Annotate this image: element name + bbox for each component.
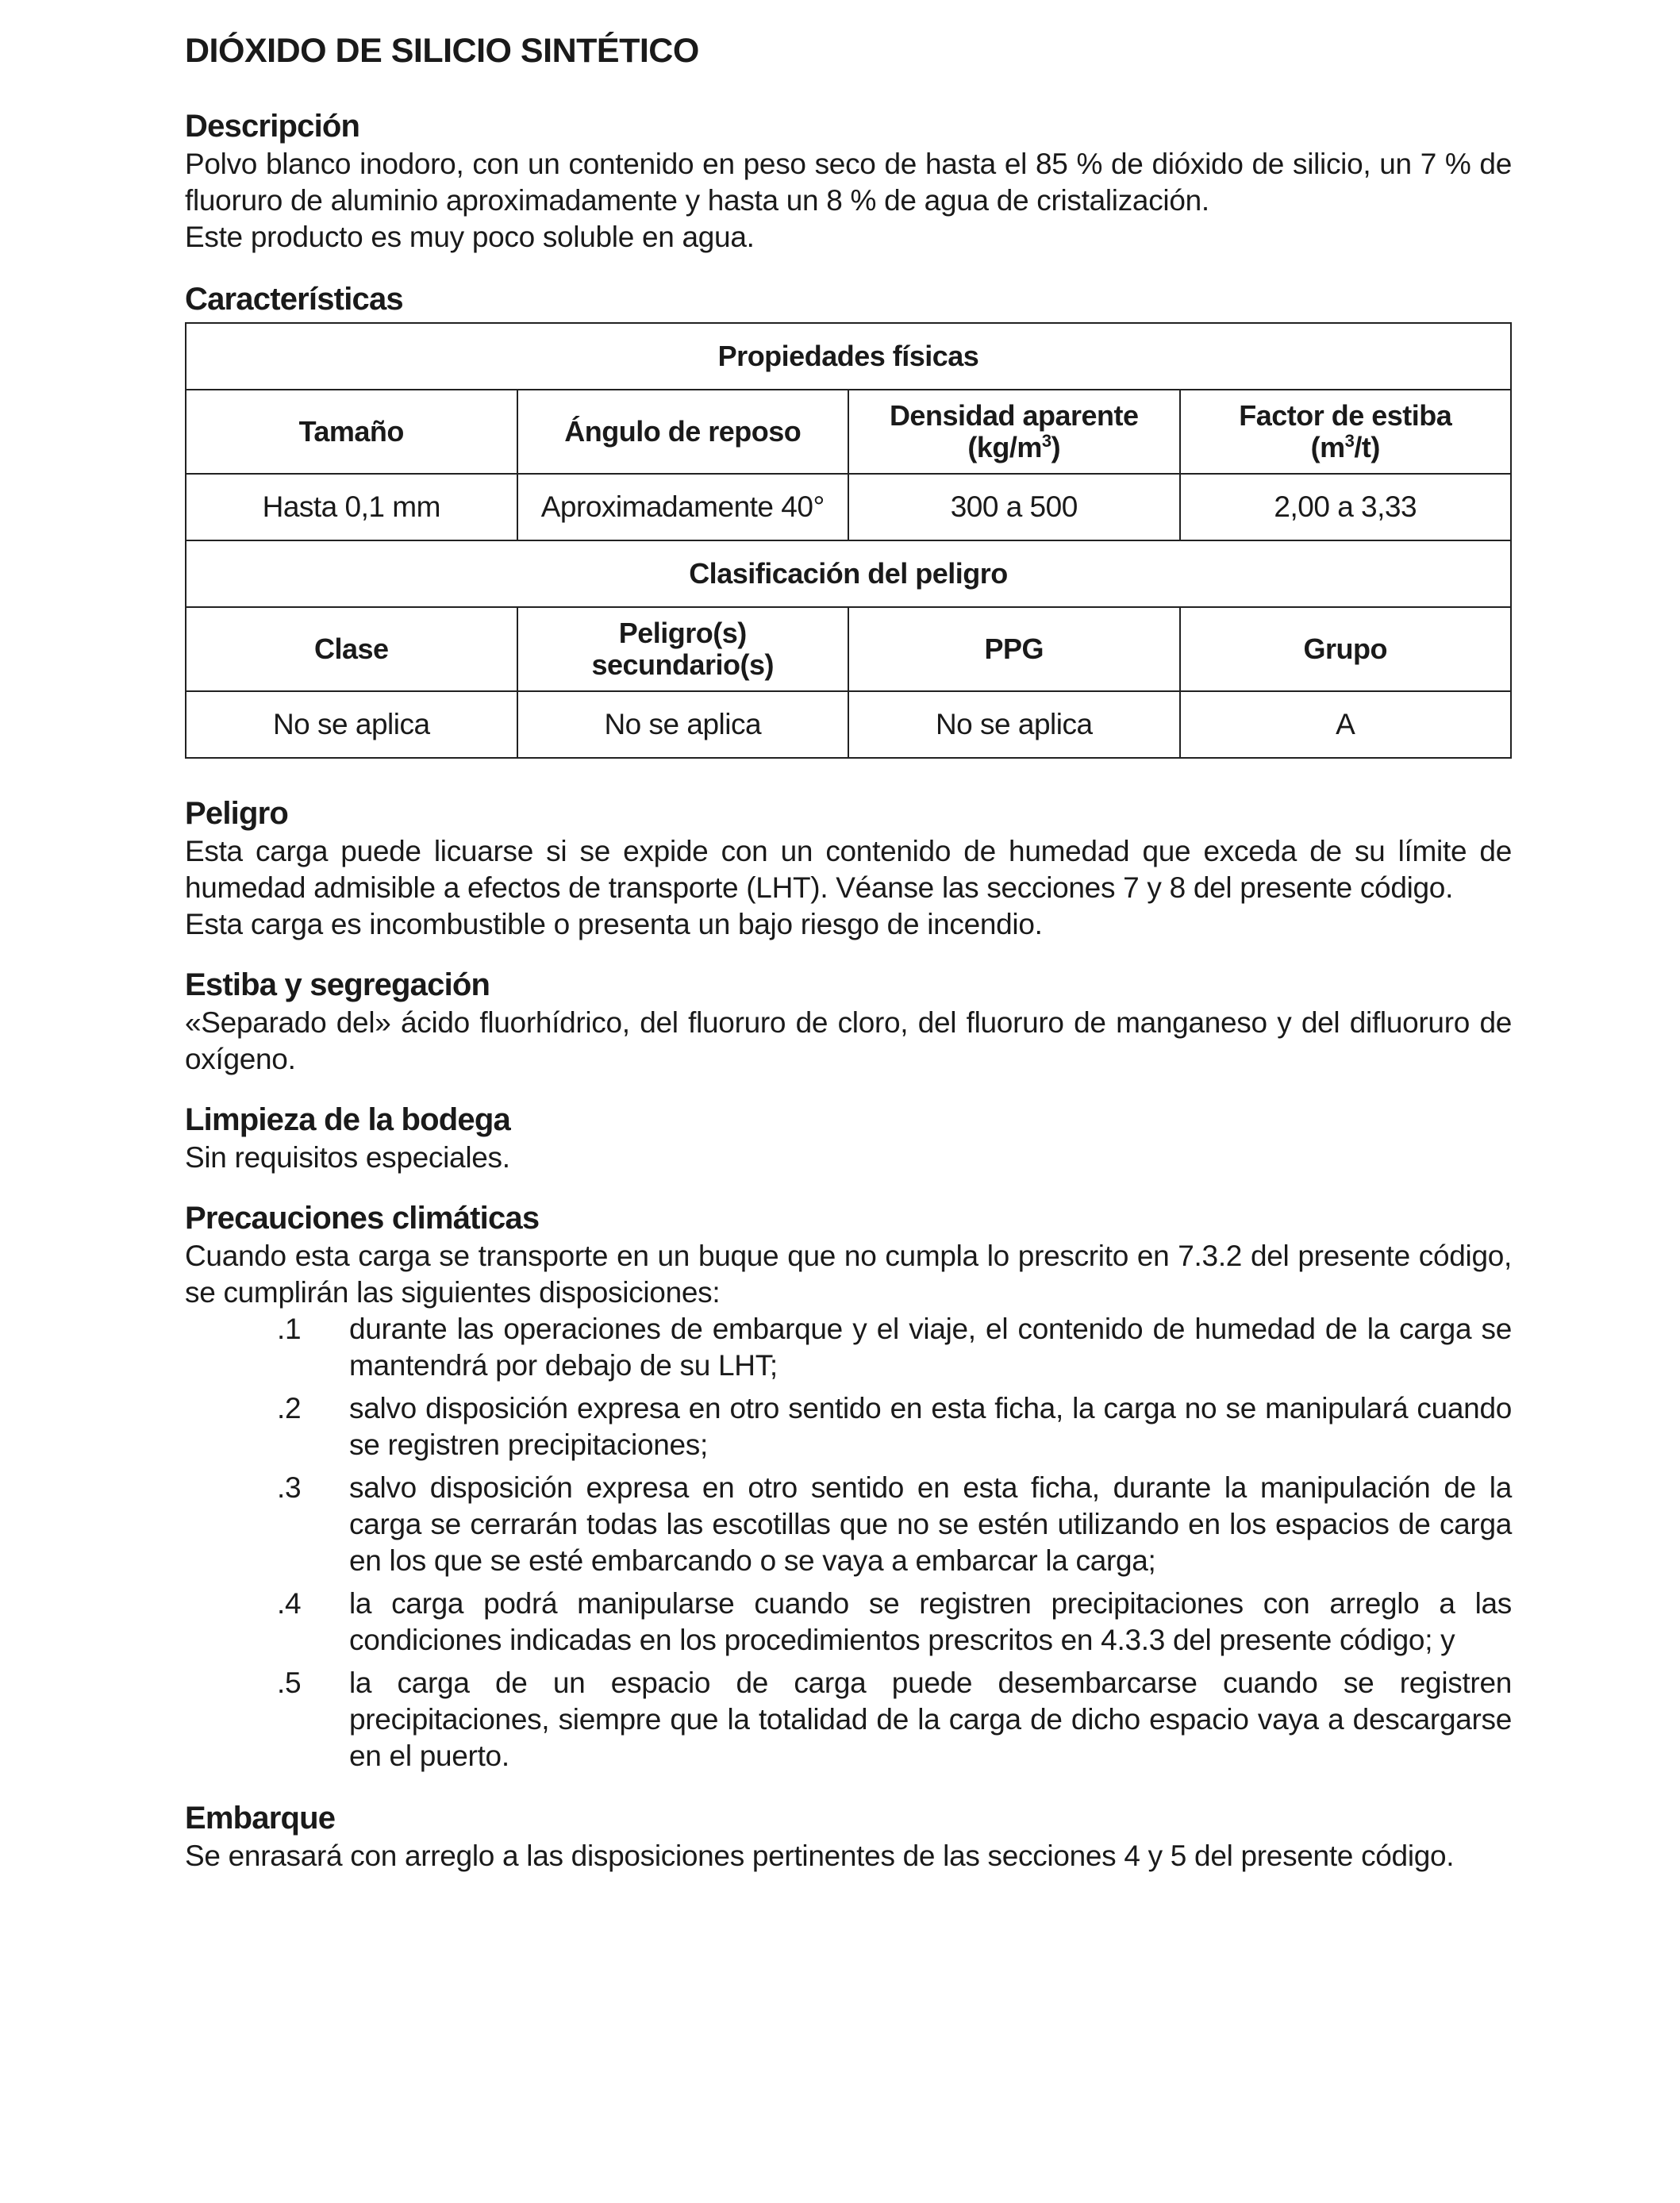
value-mhb: No se aplica [848,691,1180,758]
list-item-number: .2 [277,1392,302,1424]
document-page [185,27,1512,1874]
section-heading-peligro: Peligro [185,796,288,831]
value-stowage-factor: 2,00 a 3,33 [1180,474,1512,540]
peligro-text: Esta carga puede licuarse si se expide con un contenido de humedad que exceda de su límite de humedad admisible a efectos de transporte (LHT). Véanse las secciones 7 y 8 del presente código. [185,835,1512,904]
table-row [186,474,1511,540]
list-item [185,1470,1512,1579]
header-size: Tamaño [186,390,517,474]
precauciones-intro: Cuando esta carga se transporte en un buque que no cumpla lo prescrito en 7.3.2 del presente código, se cumplirán las siguientes disposiciones: [185,1240,1512,1309]
list-item-text: la carga de un espacio de carga puede desembarcarse cuando se registren precipitaciones, siempre que la totalidad de la carga de dicho espacio vaya a descargarse en el puerto. [349,1667,1512,1772]
value-bulk-density: 300 a 500 [848,474,1180,540]
embarque-text: Se enrasará con arreglo a las disposiciones pertinentes de las secciones 4 y 5 del presente código. [185,1840,1455,1872]
table-header-row [186,607,1511,691]
limpieza-text: Sin requisitos especiales. [185,1141,510,1174]
list-item-number: .5 [277,1667,302,1699]
peligro-text-2: Esta carga es incombustible o presenta un bajo riesgo de incendio. [185,908,1043,940]
value-class: No se aplica [186,691,517,758]
section-heading-embarque: Embarque [185,1801,336,1836]
header-class: Clase [186,607,517,691]
hazard-classification-header: Clasificación del peligro [186,540,1511,607]
estiba-text: «Separado del» ácido fluorhídrico, del fluoruro de cloro, del fluoruro de manganeso y del difluoruro de oxígeno. [185,1006,1512,1075]
section-heading-precauciones: Precauciones climáticas [185,1201,540,1236]
header-angle-of-repose: Ángulo de reposo [517,390,849,474]
list-item-text: durante las operaciones de embarque y el viaje, el contenido de humedad de la carga se mantendrá por debajo de su LHT; [349,1313,1512,1382]
section-precauciones [185,1198,1512,1774]
descripcion-text: Polvo blanco inodoro, con un contenido en peso seco de hasta el 85 % de dióxido de silicio, un 7 % de fluoruro de aluminio aproximadamente y hasta un 8 % de agua de cristalización. [185,148,1512,217]
descripcion-text-2: Este producto es muy poco soluble en agua. [185,221,755,253]
table-header-row [186,390,1511,474]
list-item-number: .1 [277,1313,302,1345]
list-item [185,1311,1512,1384]
list-item-text: salvo disposición expresa en otro sentido en esta ficha, durante la manipulación de la carga se cerrarán todas las escotillas que no se estén utilizando en los espacios de carga en los que se esté embarcando o se vaya a embarcar la carga; [349,1471,1512,1577]
section-limpieza [185,1100,1512,1176]
list-item [185,1665,1512,1774]
list-item [185,1586,1512,1659]
section-heading-limpieza: Limpieza de la bodega [185,1102,510,1137]
section-caracteristicas [185,279,1512,759]
table-group-row [186,540,1511,607]
document-title: DIÓXIDO DE SILICIO SINTÉTICO [185,32,699,70]
list-item-number: .3 [277,1471,302,1504]
list-item-number: .4 [277,1587,302,1620]
table-row [186,691,1511,758]
section-estiba [185,965,1512,1078]
section-heading-descripcion: Descripción [185,109,360,144]
list-item [185,1390,1512,1463]
value-size: Hasta 0,1 mm [186,474,517,540]
value-secondary-hazards: No se aplica [517,691,849,758]
header-secondary-hazards: Peligro(s) secundario(s) [517,607,849,691]
value-group: A [1180,691,1512,758]
header-bulk-density: Densidad aparente $(kg/m^3)$ [848,390,1180,474]
value-angle-of-repose: Aproximadamente 40° [517,474,849,540]
section-descripcion [185,106,1512,256]
list-item-text: la carga podrá manipularse cuando se registren precipitaciones con arreglo a las condiciones indicadas en los procedimientos prescritos en 4.3.3 del presente código; y [349,1587,1512,1656]
header-stowage-factor: Factor de estiba $(m^3/t)$ [1180,390,1512,474]
table-group-row [186,323,1511,390]
section-heading-caracteristicas: Características [185,282,403,317]
physical-properties-header: Propiedades físicas [186,323,1511,390]
section-peligro [185,794,1512,943]
section-heading-estiba: Estiba y segregación [185,967,490,1002]
section-embarque [185,1798,1512,1874]
precauciones-list [185,1311,1512,1774]
characteristics-table [185,322,1512,759]
header-group: Grupo [1180,607,1512,691]
header-mhb: PPG [848,607,1180,691]
list-item-text: salvo disposición expresa en otro sentido en esta ficha, la carga no se manipulará cuando se registren precipitaciones; [349,1392,1512,1461]
